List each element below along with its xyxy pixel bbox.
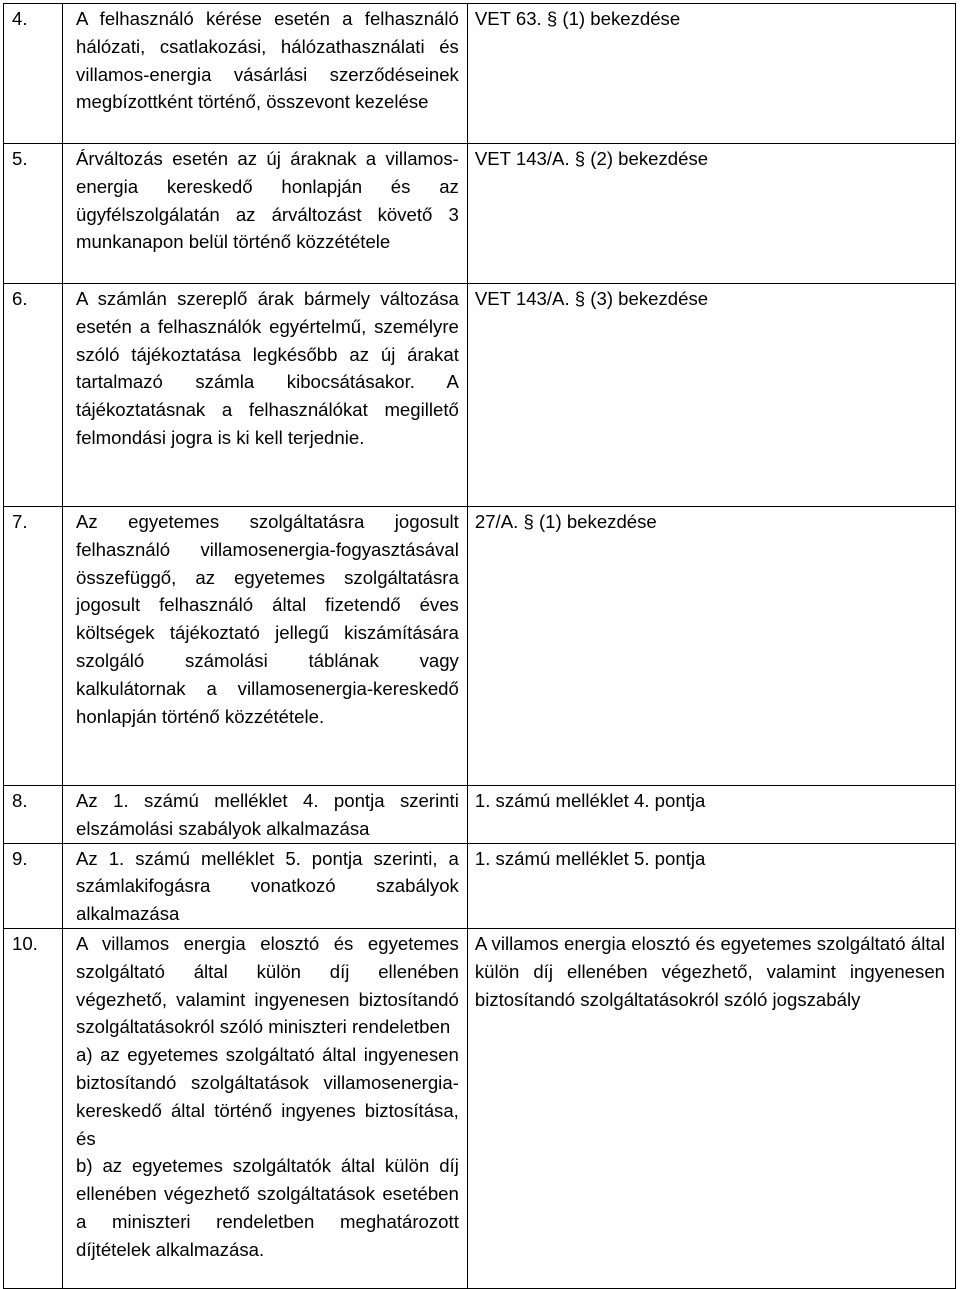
table-row	[4, 144, 956, 284]
row-description: A számlán szereplő árak bármely változása esetén a felhasználók egyértelmű, személyre szóló tájékoztatása legkésőbb az új árakat tartalmazó számla kibocsátásakor. A tájékoztatásnak a felhasználókat megillető felmondási jogra is ki kell terjednie.	[63, 284, 468, 507]
obligations-table	[3, 3, 956, 1289]
row-number: 9.	[4, 843, 63, 928]
row-description	[63, 928, 468, 1288]
row-legal-reference: VET 143/A. § (3) bekezdése	[467, 284, 955, 507]
paragraph: a) az egyetemes szolgáltató által ingyenesen biztosítandó szolgáltatások villamosenergia-kereskedő által történő ingyenes biztosítása, és	[76, 1044, 459, 1149]
table-row	[4, 284, 956, 507]
row-number: 10.	[4, 928, 63, 1288]
row-legal-reference: 27/A. § (1) bekezdése	[467, 507, 955, 786]
table-row	[4, 928, 956, 1288]
row-description: A felhasználó kérése esetén a felhasználó hálózati, csatlakozási, hálózathasználati és villamos-energia vásárlási szerződéseinek megbízottként történő, összevont kezelése	[63, 4, 468, 144]
row-legal-reference: VET 143/A. § (2) bekezdése	[467, 144, 955, 284]
row-number: 5.	[4, 144, 63, 284]
row-legal-reference: 1. számú melléklet 4. pontja	[467, 786, 955, 844]
row-description: Az 1. számú melléklet 5. pontja szerinti, a számlakifogásra vonatkozó szabályok alkalmazása	[63, 843, 468, 928]
paragraph: b) az egyetemes szolgáltatók által külön díj ellenében végezhető szolgáltatások esetében a miniszteri rendeletben meghatározott díjtételek alkalmazása.	[76, 1155, 459, 1260]
row-description: Az egyetemes szolgáltatásra jogosult felhasználó villamosenergia-fogyasztásával összefüggő, az egyetemes szolgáltatásra jogosult felhasználó által fizetendő éves költségek tájékoztató jellegű kiszámítására szolgáló számolási táblának vagy kalkulátornak a villamosenergia-kereskedő honlapján történő közzététele.	[63, 507, 468, 786]
row-legal-reference: 1. számú melléklet 5. pontja	[467, 843, 955, 928]
row-number: 4.	[4, 4, 63, 144]
table-row	[4, 4, 956, 144]
row-legal-reference: A villamos energia elosztó és egyetemes szolgáltató által külön díj ellenében végezhető, valamint ingyenesen biztosítandó szolgáltatásokról szóló jogszabály	[467, 928, 955, 1288]
table-row	[4, 786, 956, 844]
row-number: 6.	[4, 284, 63, 507]
row-description: Az 1. számú melléklet 4. pontja szerinti elszámolási szabályok alkalmazása	[63, 786, 468, 844]
row-number: 7.	[4, 507, 63, 786]
table-row	[4, 843, 956, 928]
paragraph: A villamos energia elosztó és egyetemes szolgáltató által külön díj ellenében végezhető, valamint ingyenesen biztosítandó szolgáltatásokról szóló miniszteri rendeletben	[76, 932, 459, 1038]
row-description: Árváltozás esetén az új áraknak a villamos-energia kereskedő honlapján és az ügyfélszolgálatán az árváltozást követő 3 munkanapon belül történő közzététele	[63, 144, 468, 284]
row-legal-reference: VET 63. § (1) bekezdése	[467, 4, 955, 144]
table-row	[4, 507, 956, 786]
row-number: 8.	[4, 786, 63, 844]
